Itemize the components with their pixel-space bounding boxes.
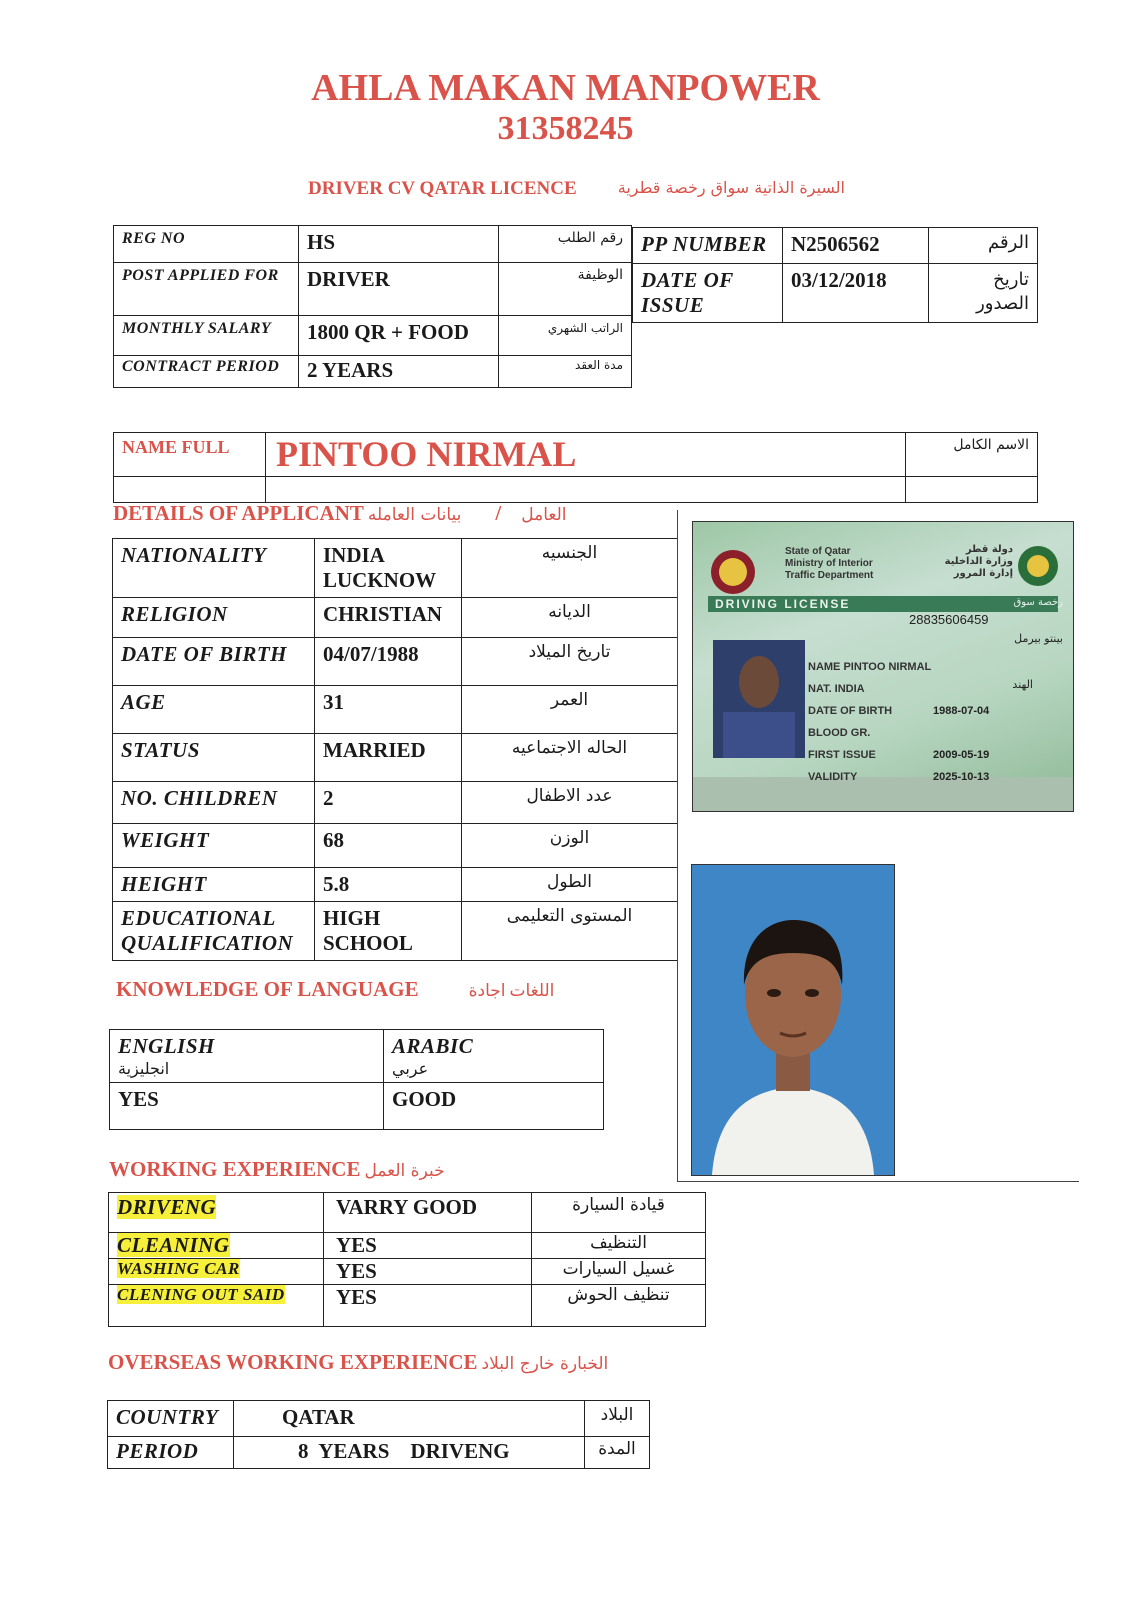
work-table [108, 1192, 706, 1327]
children-label: NO. CHILDREN [113, 782, 315, 824]
reg-no-label: REG NO [114, 226, 299, 263]
overseas-heading [108, 1350, 608, 1375]
work-washing-ar: غسيل السيارات [532, 1259, 706, 1285]
country-value: QATAR [234, 1401, 585, 1437]
details-table [112, 538, 678, 961]
weight-value: 68 [315, 824, 462, 868]
pp-number-label: PP NUMBER [633, 228, 783, 264]
table-row [108, 1437, 650, 1469]
english-value: YES [110, 1083, 384, 1130]
issue-date-label: DATE OF ISSUE [633, 264, 783, 323]
work-driving-label-cell [109, 1193, 324, 1233]
table-row [633, 228, 1038, 264]
license-blood-label: BLOOD GR. [808, 727, 871, 739]
work-washing-label-cell [109, 1259, 324, 1285]
work-driving-ar: قيادة السيارة [532, 1193, 706, 1233]
salary-value: 1800 QR + FOOD [299, 316, 499, 356]
religion-label: RELIGION [113, 598, 315, 638]
license-values [933, 678, 989, 788]
table-row [113, 868, 678, 902]
status-value: MARRIED [315, 734, 462, 782]
full-name-label: NAME FULL [114, 433, 266, 477]
religion-value: CHRISTIAN [315, 598, 462, 638]
overseas-heading-en: OVERSEAS WORKING EXPERIENCE [108, 1350, 478, 1374]
license-name: NAME PINTOO NIRMAL [808, 661, 932, 673]
work-cleaning-label-cell [109, 1233, 324, 1259]
dob-label: DATE OF BIRTH [113, 638, 315, 686]
license-nat-ar: الهند [1012, 678, 1033, 691]
empty-cell [266, 477, 906, 503]
status-label: STATUS [113, 734, 315, 782]
name-table [113, 432, 1038, 503]
license-ministry: Ministry of Interior [785, 558, 873, 569]
contract-ar: مدة العقد [499, 356, 632, 388]
pp-number-value: N2506562 [783, 228, 929, 264]
arabic-ar: عربي [392, 1059, 429, 1078]
overseas-heading-ar: الخبارة خارج البلاد [481, 1354, 609, 1374]
applicant-photo [691, 864, 895, 1176]
language-heading-ar2: اجادة [468, 981, 506, 1001]
education-ar: المستوى التعليمى [462, 902, 678, 961]
post-value: DRIVER [299, 263, 499, 316]
license-state-ar: دولة قطر [965, 544, 1013, 555]
nationality-value: INDIA LUCKNOW [315, 539, 462, 598]
contract-label: CONTRACT PERIOD [114, 356, 299, 388]
license-issue: 2009-05-19 [933, 749, 990, 761]
table-row [114, 477, 1038, 503]
table-row [110, 1030, 604, 1083]
table-row [110, 1083, 604, 1130]
work-outside-label-cell [109, 1285, 324, 1327]
country-ar: البلاد [585, 1401, 650, 1437]
table-row [114, 226, 632, 263]
english-label: ENGLISH [118, 1034, 215, 1058]
table-row [108, 1401, 650, 1437]
details-heading [113, 501, 566, 526]
language-heading-en: KNOWLEDGE OF LANGUAGE [116, 977, 419, 1001]
table-row [109, 1233, 706, 1259]
height-ar: الطول [462, 868, 678, 902]
table-row [109, 1285, 706, 1327]
weight-ar: الوزن [462, 824, 678, 868]
table-row [113, 598, 678, 638]
details-heading-ar2: بيانات العامله [367, 505, 462, 525]
table-row [114, 433, 1038, 477]
license-validity-label: VALIDITY [808, 771, 858, 783]
work-washing-value: YES [324, 1259, 532, 1285]
license-dept: Traffic Department [785, 570, 874, 581]
nationality-label: NATIONALITY [113, 539, 315, 598]
driving-license-image [692, 521, 1074, 812]
dob-value: 04/07/1988 [315, 638, 462, 686]
license-fields [808, 656, 931, 788]
work-driving-value: VARRY GOOD [324, 1193, 532, 1233]
work-outside-value: YES [324, 1285, 532, 1327]
company-phone: 31358245 [497, 110, 634, 147]
arabic-value: GOOD [384, 1083, 604, 1130]
post-label: POST APPLIED FOR [114, 263, 299, 316]
age-label: AGE [113, 686, 315, 734]
license-nat: NAT. INDIA [808, 683, 865, 695]
cv-title-en: DRIVER CV QATAR LICENCE [308, 178, 577, 199]
arabic-header [384, 1030, 604, 1083]
work-outside-label: CLENING OUT SAID [117, 1285, 285, 1304]
age-value: 31 [315, 686, 462, 734]
table-row [114, 263, 632, 316]
language-heading [116, 977, 554, 1002]
license-name-ar: بينتو بيرمل [1014, 632, 1063, 645]
language-table [109, 1029, 604, 1130]
height-label: HEIGHT [113, 868, 315, 902]
religion-ar: الديانه [462, 598, 678, 638]
empty-cell [114, 477, 266, 503]
work-outside-ar: تنظيف الحوش [532, 1285, 706, 1327]
children-ar: عدد الاطفال [462, 782, 678, 824]
contract-value: 2 YEARS [299, 356, 499, 388]
license-issue-label: FIRST ISSUE [808, 749, 876, 761]
license-banner: DRIVING LICENSE [715, 597, 851, 611]
license-dob: 1988-07-04 [933, 705, 990, 717]
table-row [113, 539, 678, 598]
table-row [114, 316, 632, 356]
salary-label: MONTHLY SALARY [114, 316, 299, 356]
work-cleaning-ar: التنظيف [532, 1233, 706, 1259]
photo-frame-bottom [677, 1181, 1079, 1182]
table-row [114, 356, 632, 388]
license-number: 28835606459 [909, 612, 989, 627]
license-dob-label: DATE OF BIRTH [808, 705, 893, 717]
license-dept-ar: إدارة المرور [953, 568, 1013, 579]
license-banner-ar: رخصة سوق [1013, 597, 1063, 608]
photo-frame-divider [677, 510, 678, 1182]
weight-label: WEIGHT [113, 824, 315, 868]
table-row [109, 1259, 706, 1285]
salary-ar: الراتب الشهري [499, 316, 632, 356]
work-heading-en: WORKING EXPERIENCE [109, 1157, 361, 1181]
period-label: PERIOD [108, 1437, 234, 1469]
full-name-ar: الاسم الكامل [906, 433, 1038, 477]
issue-date-value: 03/12/2018 [783, 264, 929, 323]
full-name-value: PINTOO NIRMAL [266, 433, 906, 477]
arabic-label: ARABIC [392, 1034, 474, 1058]
table-row [633, 264, 1038, 323]
license-validity: 2025-10-13 [933, 771, 990, 783]
children-value: 2 [315, 782, 462, 824]
table-row [113, 686, 678, 734]
work-washing-label: WASHING CAR [117, 1259, 240, 1278]
overseas-table [107, 1400, 650, 1469]
english-ar: انجليزية [118, 1059, 170, 1078]
work-driving-label: DRIVENG [117, 1195, 217, 1219]
license-issuer [785, 546, 873, 582]
age-ar: العمر [462, 686, 678, 734]
work-cleaning-value: YES [324, 1233, 532, 1259]
reg-no-value: HS [299, 226, 499, 263]
work-heading-ar: خبرة العمل [364, 1161, 445, 1181]
passport-table [632, 227, 1038, 323]
applicant-portrait-icon [692, 865, 894, 1175]
details-heading-ar1: العامل [521, 505, 567, 525]
height-value: 5.8 [315, 868, 462, 902]
table-row [109, 1193, 706, 1233]
country-label: COUNTRY [108, 1401, 234, 1437]
period-ar: المدة [585, 1437, 650, 1469]
table-row [113, 638, 678, 686]
registration-table [113, 225, 632, 388]
issue-date-ar: تاريخ الصدور [929, 264, 1038, 323]
cv-title-ar: السيرة الذاتية سواق رخصة قطرية [617, 178, 845, 197]
empty-cell [906, 477, 1038, 503]
company-name: AHLA MAKAN MANPOWER [311, 67, 820, 109]
work-heading [109, 1157, 445, 1182]
reg-no-ar: رقم الطلب [499, 226, 632, 263]
period-value: 8 YEARS DRIVENG [234, 1437, 585, 1469]
table-row [113, 782, 678, 824]
status-ar: الحاله الاجتماعيه [462, 734, 678, 782]
education-label: EDUCATIONAL QUALIFICATION [113, 902, 315, 961]
education-value: HIGH SCHOOL [315, 902, 462, 961]
nationality-ar: الجنسيه [462, 539, 678, 598]
license-ministry-ar: وزارة الداخلية [944, 556, 1013, 567]
work-cleaning-label: CLEANING [117, 1233, 230, 1257]
details-heading-en: DETAILS OF APPLICANT [113, 501, 364, 525]
dob-ar: تاريخ الميلاد [462, 638, 678, 686]
license-issuer-ar [943, 544, 1013, 580]
table-row [113, 902, 678, 961]
table-row [113, 734, 678, 782]
post-ar: الوظيفة [499, 263, 632, 316]
pp-number-ar: الرقم [929, 228, 1038, 264]
license-state: State of Qatar [785, 546, 851, 557]
language-heading-ar: اللغات [509, 981, 555, 1001]
english-header [110, 1030, 384, 1083]
table-row [113, 824, 678, 868]
details-heading-sep: / [495, 501, 502, 525]
